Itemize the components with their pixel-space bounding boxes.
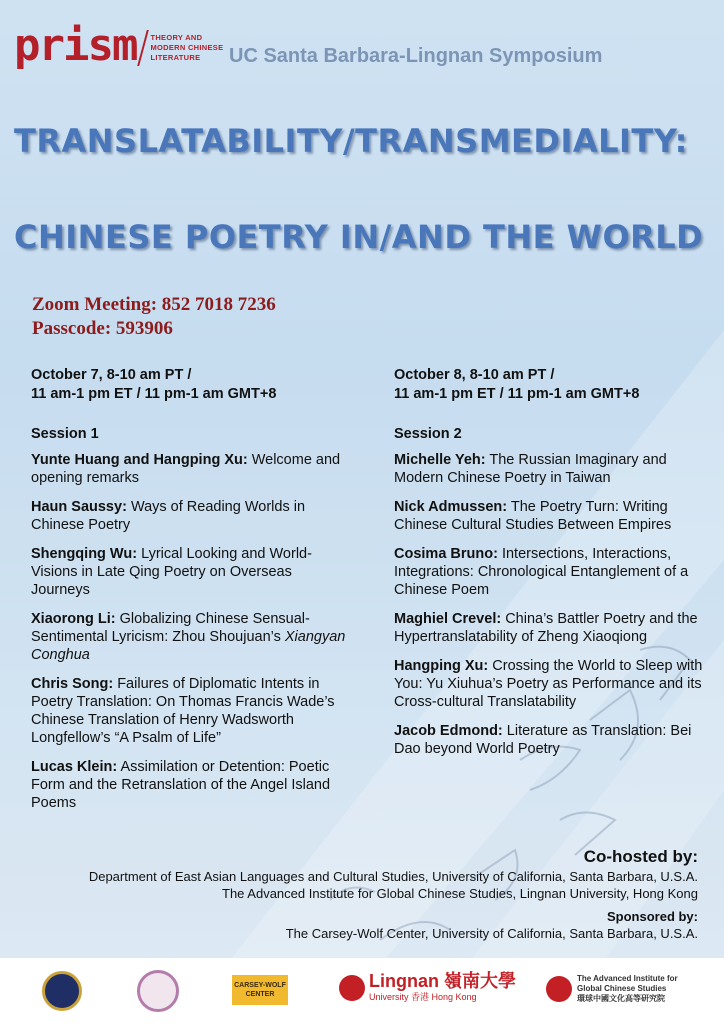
talk-title: Welcome and opening remarks (31, 452, 341, 486)
carsey-wolf-line-1: CARSEY-WOLF (234, 982, 286, 989)
zoom-passcode: Passcode: 593906 (32, 318, 173, 339)
talk-item (31, 545, 351, 599)
ealcs-logo (137, 970, 179, 1012)
cohosted-heading: Co-hosted by: (583, 847, 698, 866)
title-line-2: CHINESE POETRY IN/AND THE WORLD (14, 218, 704, 256)
title-line-1: TRANSLATABILITY/TRANSMEDIALITY: (14, 122, 688, 160)
talk-speaker: Shengqing Wu: (31, 546, 138, 562)
aigcs-emblem-icon (546, 976, 572, 1002)
logo-strip (0, 958, 724, 1024)
carsey-wolf-logo (232, 975, 288, 1005)
talk-item (31, 610, 351, 664)
prism-wordmark: prism (14, 20, 137, 71)
day1-date (31, 366, 351, 426)
talk-item (394, 722, 714, 758)
talk-speaker: Nick Admussen: (394, 499, 508, 515)
cohost-1: Department of East Asian Languages and Cultural Studies, University of California, Santa Barbara, U.S.A. (88, 869, 698, 884)
talk-speaker: Jacob Edmond: (394, 723, 503, 739)
talk-title: China’s Battler Poetry and the Hypertranslatability of Zheng Xiaoqiong (394, 611, 698, 645)
talk-title: Crossing the World to Sleep with You: Yu Xiuhua’s Poetry as Performance and its Cross-cultural Translatability (394, 658, 703, 710)
talk-title: Literature as Translation: Bei Dao beyond World Poetry (394, 723, 692, 757)
talk-title: Intersections, Interactions, Integrations: Chronological Entanglement of a Chinese Poem (394, 546, 689, 598)
talk-speaker: Chris Song: (31, 676, 114, 692)
day2-date (394, 366, 714, 426)
lingnan-emblem-icon (339, 975, 365, 1001)
tagline-line-2: MODERN CHINESE (150, 43, 224, 52)
talk-title: Lyrical Looking and World-Visions in Late Qing Poetry on Overseas Journeys (31, 546, 312, 598)
talk-title: The Russian Imaginary and Modern Chinese Poetry in Taiwan (394, 452, 667, 486)
lingnan-text (369, 972, 516, 1003)
day2-date-line-2: 11 am-1 pm ET / 11 pm-1 am GMT+8 (394, 386, 640, 402)
talk-title: Failures of Diplomatic Intents in Poetry Translation: On Thomas Francis Wade’s Chinese Translation of Henry Wadsworth Longfellow’s “A Psalm of Life” (31, 676, 335, 746)
talk-item (394, 545, 714, 599)
day1-column (31, 366, 351, 823)
talk-speaker: Lucas Klein: (31, 759, 118, 775)
talk-item (31, 758, 351, 812)
aigcs-line-1: The Advanced Institute for (577, 974, 678, 983)
zoom-info (32, 293, 276, 341)
talk-item (394, 451, 714, 487)
aigcs-text (577, 974, 678, 1004)
session-2-heading: Session 2 (394, 426, 462, 442)
talk-speaker: Maghiel Crevel: (394, 611, 502, 627)
talk-item (31, 498, 351, 534)
prism-tagline (150, 33, 223, 63)
talk-item (31, 451, 351, 487)
talk-speaker: Xiaorong Li: (31, 611, 116, 627)
talk-speaker: Haun Saussy: (31, 499, 127, 515)
hosts-section (89, 846, 698, 942)
talk-item (394, 657, 714, 711)
talk-speaker: Hangping Xu: (394, 658, 489, 674)
day2-date-line-1: October 8, 8-10 am PT / (394, 367, 555, 383)
session-1-heading: Session 1 (31, 426, 99, 442)
talk-title: The Poetry Turn: Writing Chinese Cultural Studies Between Empires (394, 499, 672, 533)
talk-title: Ways of Reading Worlds in Chinese Poetry (31, 499, 306, 533)
tagline-line-3: LITERATURE (150, 53, 201, 62)
talk-speaker: Michelle Yeh: (394, 452, 486, 468)
talk-title: Assimilation or Detention: Poetic Form and the Retranslation of the Angel Island Poems (31, 759, 331, 811)
sponsored-heading: Sponsored by: (606, 909, 698, 924)
talk-item (31, 675, 351, 747)
day2-column (394, 366, 714, 769)
lingnan-logo (339, 972, 516, 1003)
aigcs-line-3: 環球中國文化高等研究院 (577, 994, 665, 1003)
aigcs-line-2: Global Chinese Studies (577, 984, 667, 993)
uc-seal-logo (42, 971, 82, 1011)
day1-date-line-1: October 7, 8-10 am PT / (31, 367, 192, 383)
lingnan-subtitle: University 香港 Hong Kong (369, 992, 477, 1002)
talk-speaker: Cosima Bruno: (394, 546, 498, 562)
cohost-2: The Advanced Institute for Global Chinese Studies, Lingnan University, Hong Kong (222, 886, 698, 901)
talk-title: Globalizing Chinese Sensual-Sentimental Lyricism: Zhou Shoujuan’s (31, 611, 310, 645)
talk-title-italic: Xiangyan Conghua (31, 629, 346, 663)
talk-speaker: Yunte Huang and Hangping Xu: (31, 452, 248, 468)
talk-item (394, 498, 714, 534)
carsey-wolf-line-2: CENTER (245, 991, 275, 998)
talk-item (394, 610, 714, 646)
lingnan-name: Lingnan 嶺南大學 (369, 971, 516, 991)
aigcs-logo (546, 974, 678, 1004)
symposium-name: UC Santa Barbara-Lingnan Symposium (229, 45, 603, 67)
tagline-line-1: THEORY AND (150, 33, 203, 42)
logo-divider (138, 30, 150, 66)
zoom-meeting-id: Zoom Meeting: 852 7018 7236 (32, 294, 276, 315)
prism-logo (14, 20, 224, 71)
day1-date-line-2: 11 am-1 pm ET / 11 pm-1 am GMT+8 (31, 386, 277, 402)
sponsor: The Carsey-Wolf Center, University of California, Santa Barbara, U.S.A. (285, 926, 698, 941)
